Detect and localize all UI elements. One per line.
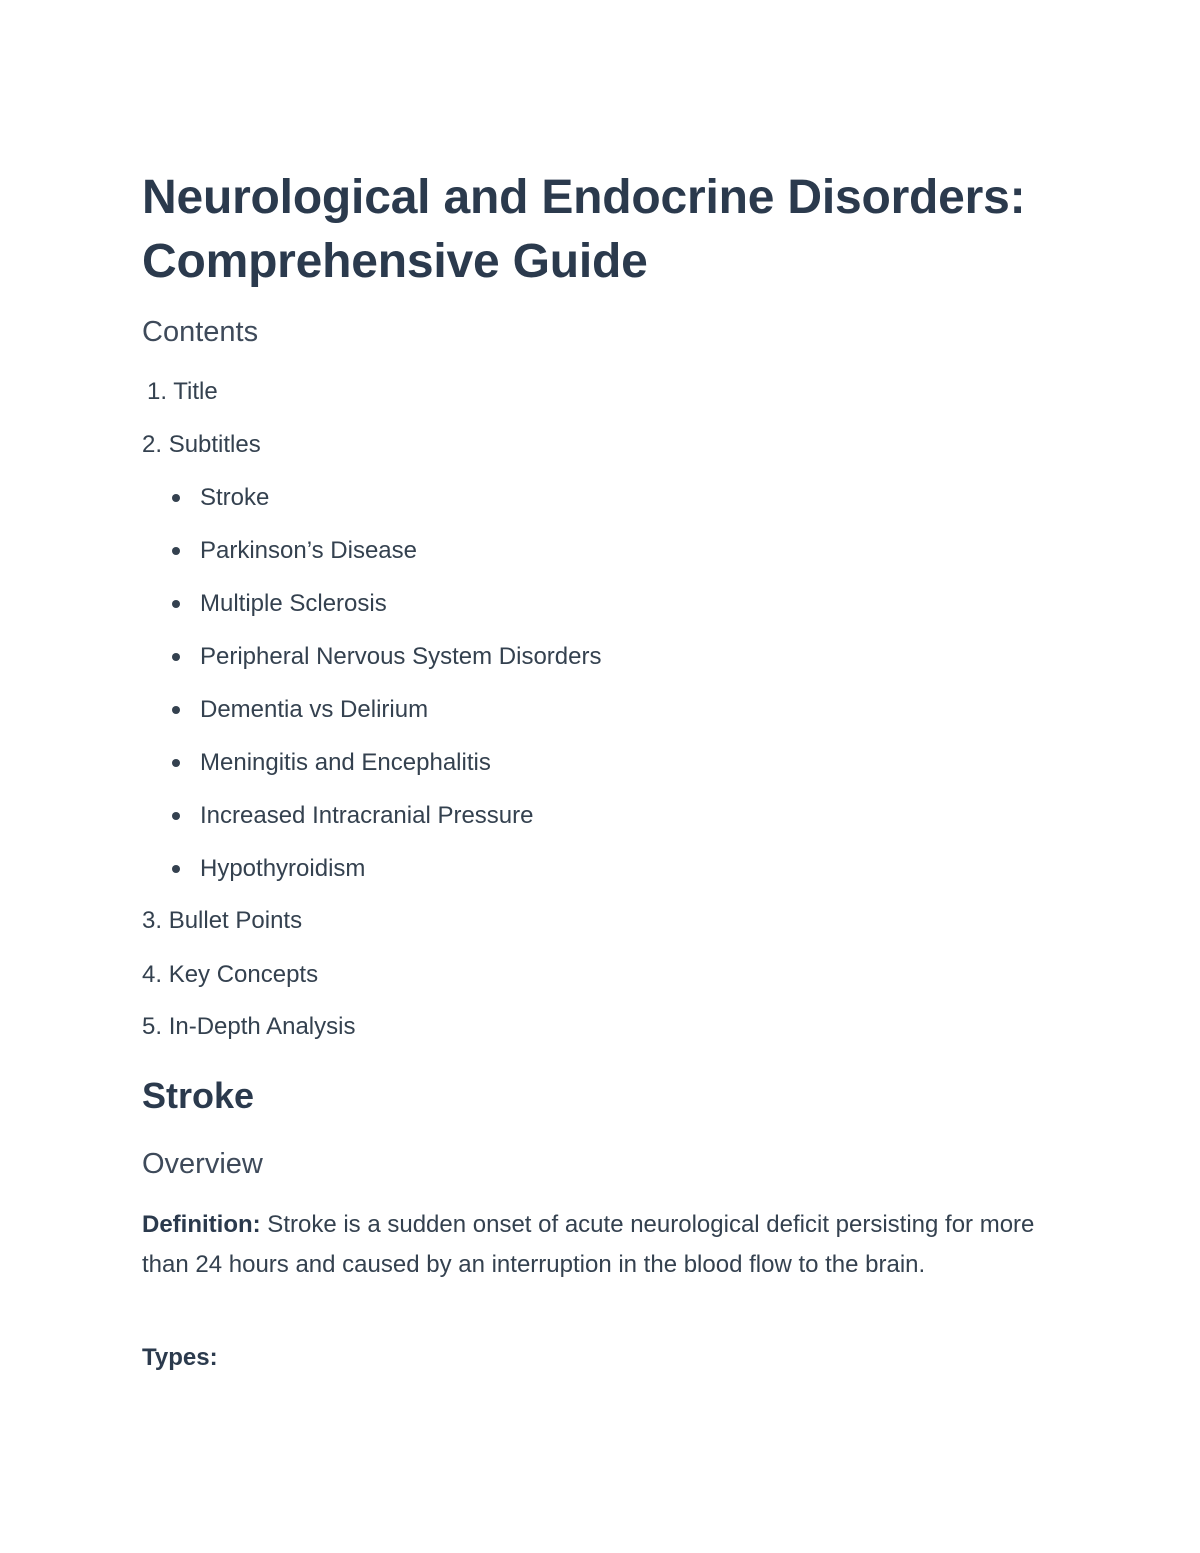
contents-heading: Contents — [142, 316, 259, 348]
bullet-icon — [172, 547, 180, 555]
overview-heading: Overview — [142, 1148, 263, 1180]
toc-label: In-Depth Analysis — [168, 1013, 356, 1040]
subtitle-item-intracranial-pressure: Increased Intracranial Pressure — [200, 802, 534, 829]
definition-paragraph — [142, 1205, 1067, 1285]
bullet-icon — [172, 653, 180, 661]
toc-label: Key Concepts — [168, 961, 319, 988]
toc-number: 4. — [142, 961, 163, 988]
toc-item-2 — [142, 430, 261, 460]
toc-number: 1. — [147, 378, 168, 405]
bullet-icon — [172, 706, 180, 714]
toc-item-5 — [142, 1012, 355, 1042]
types-label: Types: — [142, 1344, 218, 1371]
bullet-icon — [172, 494, 180, 502]
title-line-1: Neurological and Endocrine Disorders: — [142, 171, 1026, 224]
toc-number: 5. — [142, 1013, 163, 1040]
subtitle-item-dementia-delirium: Dementia vs Delirium — [200, 696, 429, 723]
toc-label: Subtitles — [168, 431, 261, 458]
toc-number: 2. — [142, 431, 163, 458]
title-line-2: Comprehensive Guide — [142, 235, 648, 288]
toc-item-4 — [142, 960, 318, 990]
toc-label: Title — [173, 378, 218, 405]
document-title — [142, 166, 1072, 294]
subtitle-item-multiple-sclerosis: Multiple Sclerosis — [200, 590, 387, 617]
subtitle-item-stroke: Stroke — [200, 484, 270, 511]
definition-label: Definition: — [142, 1211, 261, 1238]
section-heading-stroke: Stroke — [142, 1075, 255, 1116]
subtitle-item-hypothyroidism: Hypothyroidism — [200, 855, 366, 882]
subtitle-item-peripheral-nervous-system: Peripheral Nervous System Disorders — [200, 643, 602, 670]
toc-number: 3. — [142, 907, 163, 934]
toc-item-1 — [147, 377, 218, 407]
toc-item-3 — [142, 906, 302, 936]
subtitle-item-meningitis-encephalitis: Meningitis and Encephalitis — [200, 749, 491, 776]
subtitle-item-parkinsons: Parkinson’s Disease — [200, 537, 417, 564]
bullet-icon — [172, 812, 180, 820]
bullet-icon — [172, 759, 180, 767]
bullet-icon — [172, 600, 180, 608]
toc-label: Bullet Points — [168, 907, 303, 934]
bullet-icon — [172, 865, 180, 873]
definition-text: Stroke is a sudden onset of acute neurological deficit persisting for more than 24 hours and caused by an interruption in the blood flow to the brain. — [142, 1211, 1035, 1278]
